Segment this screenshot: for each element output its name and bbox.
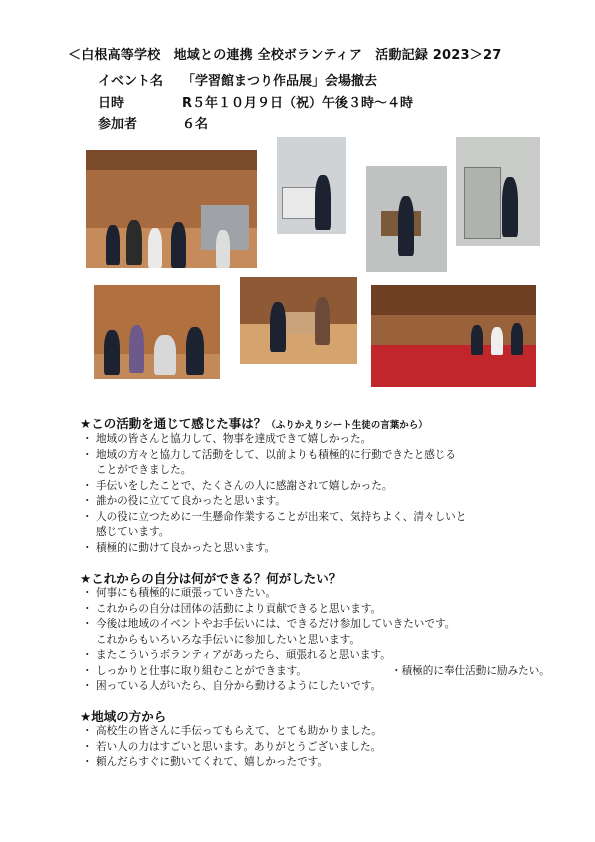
- section2-list: [86, 586, 550, 695]
- list-item: ・ 今後は地域のイベントやお手伝いには、できるだけ参加していきたいです。 これからもいろいろな手伝いに参加したいと思います。: [86, 617, 455, 648]
- section1-title: ★この活動を通じて感じた事は？: [80, 416, 267, 431]
- section3-heading: ★地域の方から: [80, 709, 167, 724]
- list-item: ・ またこういうボランティアがあったら、頑張れると思います。: [86, 648, 455, 664]
- list-item: ・ 頼んだらすぐに動いてくれて、嬉しかったです。: [86, 755, 382, 771]
- page-title: ＜白根高等学校 地域との連携 全校ボランティア 活動記録 2023＞27: [68, 48, 502, 63]
- participants-row: [98, 113, 498, 131]
- inline-list-item: ・積極的に奉仕活動に励みたい。: [391, 664, 550, 677]
- photo-carrying-board: [366, 166, 447, 272]
- list-item: ・ 誰かの役に立てて良かったと思います。: [86, 494, 466, 510]
- photo-moving-partition: [456, 137, 540, 246]
- list-item: ・ 積極的に動けて良かったと思います。: [86, 541, 466, 557]
- event-name-label: イベント名: [98, 74, 164, 89]
- event-date-value: R５年１０月９日（祝）午後３時～４時: [182, 96, 414, 111]
- list-item: ・ これからの自分は団体の活動により貢献できると思います。: [86, 602, 455, 618]
- event-name-row: [98, 70, 498, 88]
- list-item: ・ 何事にも積極的に頑張っていきたい。: [86, 586, 455, 602]
- list-item: ・ しっかりと仕事に取り組むことができます。 ・積極的に奉仕活動に励みたい。: [86, 664, 455, 680]
- list-item: ・ 地域の皆さんと協力して、物事を達成できて嬉しかった。: [86, 432, 466, 448]
- section3-list: [86, 724, 382, 771]
- section2-heading: ★これからの自分は何ができる？何がしたい？: [80, 571, 342, 586]
- list-item: ・ 若い人の力はすごいと思います。ありがとうございました。: [86, 740, 382, 756]
- photo-hall-seats: [371, 285, 536, 387]
- photo-carrying-panel: [277, 137, 346, 234]
- participants-label: 参加者: [98, 117, 138, 132]
- list-item: ・ 困っている人がいたら、自分から動けるようにしたいです。: [86, 679, 455, 695]
- event-name-value: 「学習館まつり作品展」会場撤去: [182, 74, 378, 89]
- list-item: ・ 人の役に立つために一生懸命作業することが出来て、気持ちよく、清々しいと 感じています。: [86, 510, 466, 541]
- section1-note: （ふりかえりシート生徒の言葉から）: [266, 420, 428, 431]
- participants-value: ６名: [182, 117, 209, 132]
- photo-group-work: [94, 285, 220, 379]
- event-date-row: [98, 92, 498, 110]
- list-item: ・ 手伝いをしたことで、たくさんの人に感謝されて嬉しかった。: [86, 479, 466, 495]
- event-date-label: 日時: [98, 96, 125, 111]
- list-item: ・ 高校生の皆さんに手伝ってもらえて、とても助かりました。: [86, 724, 382, 740]
- list-item: ・ 地域の方々と協力して活動をして、以前よりも積極的に行動できたと感じる ことができました。: [86, 448, 466, 479]
- photo-carrying-table: [240, 277, 357, 364]
- section1-list: [86, 432, 466, 556]
- photo-hall-gathering: [86, 150, 257, 268]
- section1-heading: [80, 414, 428, 432]
